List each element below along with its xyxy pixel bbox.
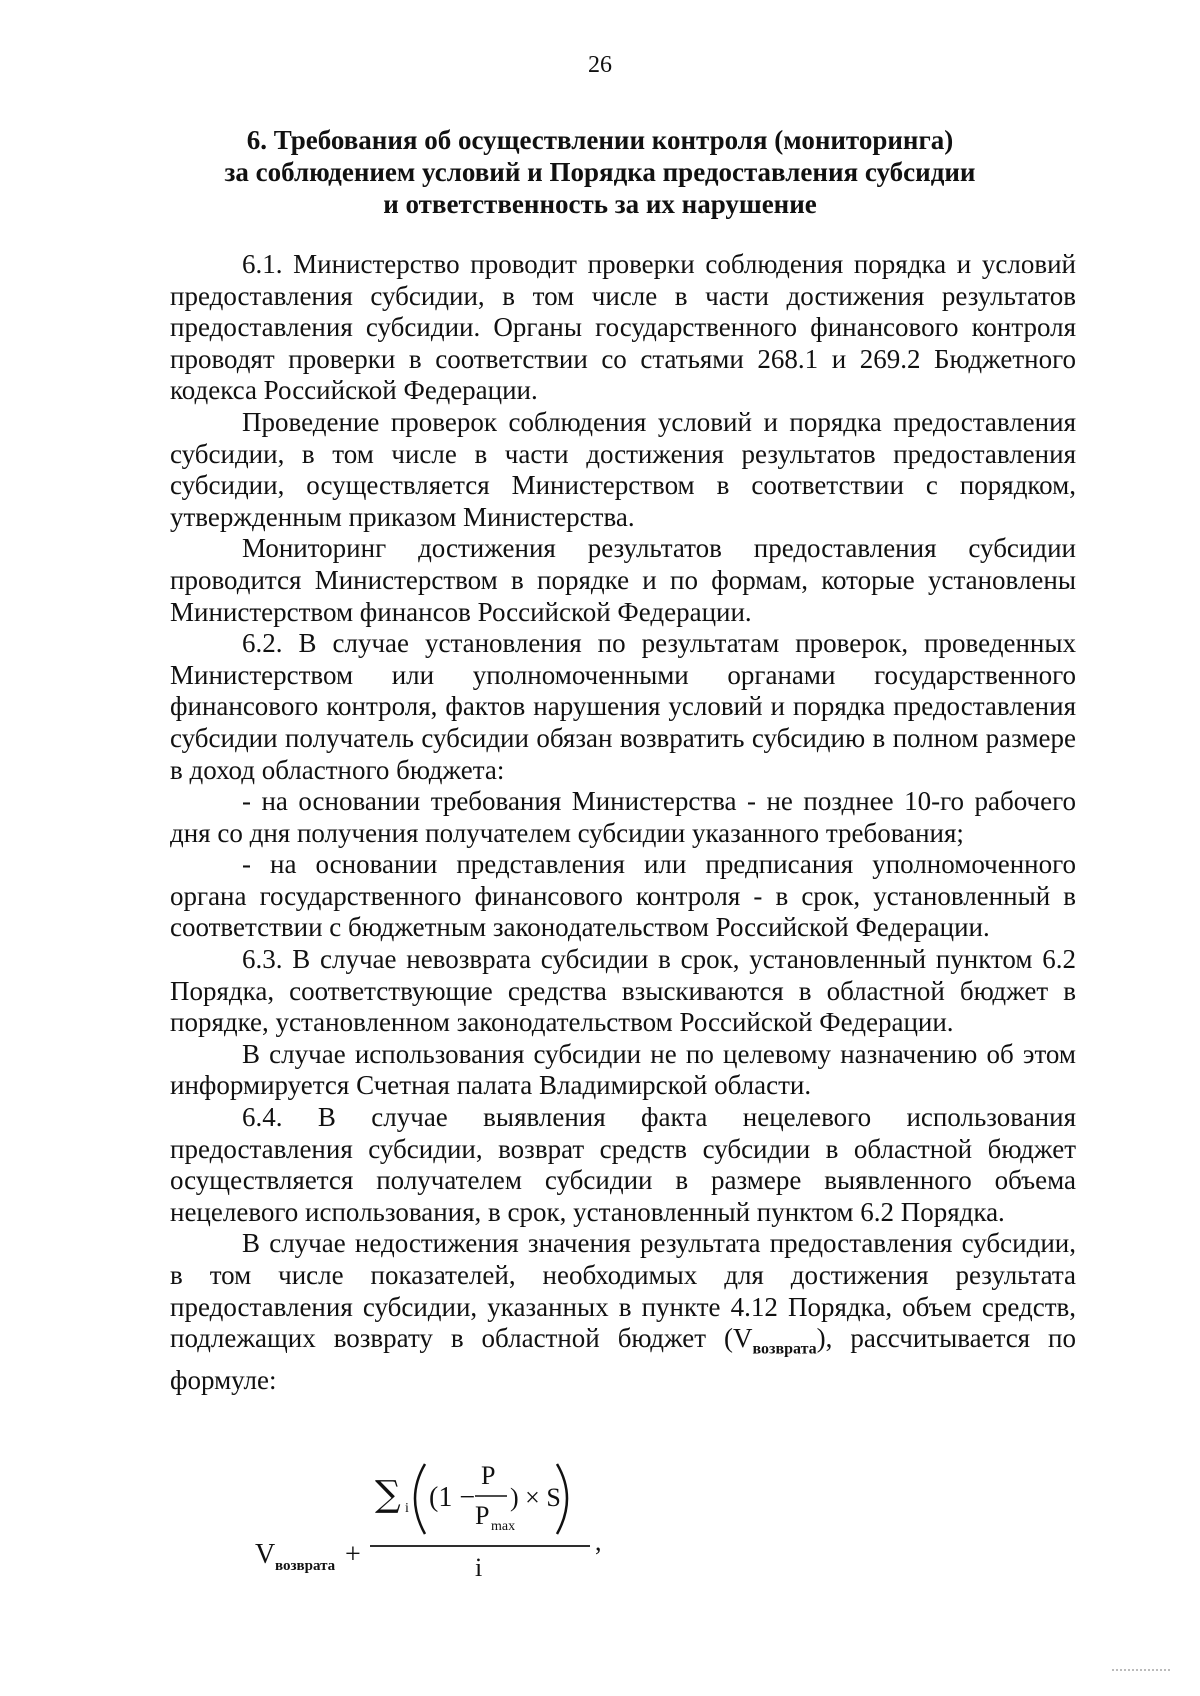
list-item-control-body: - на основании представления или предписания уполномоченного органа государственного финансового контроля - в срок, установленный в соответствии с бюджетным законодательством Российской Федерации. <box>170 849 1076 943</box>
formula-one-minus: (1 − <box>429 1482 476 1513</box>
paragraph-misuse: В случае использования субсидии не по целевому назначению об этом информируется Счетная палата Владимирской области. <box>170 1038 1076 1101</box>
page-number: 26 <box>588 52 612 78</box>
formula-big-left-paren <box>415 1464 425 1534</box>
formula-trailing-comma: , <box>595 1527 602 1556</box>
list-item-ministry-requirement: - на основании требования Министерства - не позднее 10-го рабочего дня со дня получения получателем субсидии указанного требования; <box>170 786 1076 848</box>
section-title-line-3: и ответственность за их нарушение <box>383 189 817 219</box>
paragraph-6-1: 6.1. Министерство проводит проверки соблюдения порядка и условий предоставления субсидии, в том числе в части достижения результатов предоставления субсидии. Органы государственного финансового контроля проводят проверки в соответствии со статьями 268.1 и 269.2 Бюджетного кодекса Российской Федерации. <box>170 249 1076 406</box>
formula-pmax-subscript: max <box>491 1519 516 1534</box>
paragraph-monitoring: Мониторинг достижения результатов предоставления субсидии проводится Министерством в порядке и по формам, которые установлены Министерством финансов Российской Федерации. <box>170 533 1076 627</box>
formula-plus-operator: + <box>345 1539 361 1570</box>
formula-denominator-i: i <box>475 1553 483 1580</box>
formula-intro-tail: ), рассчитывается по формуле: <box>170 1323 1076 1396</box>
paragraph-6-2: 6.2. В случае установления по результатам проверок, проведенных Министерством или уполномоченными органами государственного финансового контроля, фактов нарушения условий и порядка предоставления субсидии получатель субсидии обязан возвратить субсидию в полном размере в доход областного бюджета: <box>170 628 1076 785</box>
formula-intro-text: В случае недостижения значения результата предоставления субсидии, в том числе показателей, необходимых для достижения результата предоставления субсидии, указанных в пункте 4.12 Порядка, объем средств, подлежащих возврату в областной бюджет (V <box>170 1228 1076 1354</box>
paragraph-6-3: 6.3. В случае невозврата субсидии в срок, установленный пунктом 6.2 Порядка, соответствующие средства взыскиваются в областной бюджет в порядке, установленном законодательством Российской Федерации. <box>170 944 1076 1038</box>
scan-artifact-mark <box>1112 1669 1170 1674</box>
paragraph-6-4: 6.4. В случае выявления факта нецелевого использования предоставления субсидии, возврат средств субсидии в областной бюджет осуществляется получателем субсидии в размере выявленного объема нецелевого использования, в срок, установленный пунктом 6.2 Порядка. <box>170 1102 1076 1227</box>
formula-sum-index: i <box>405 1501 409 1516</box>
formula-v-subscript: возврата <box>275 1558 336 1574</box>
v-return-subscript: возврата <box>752 1340 817 1358</box>
formula-fraction-numerator: P <box>481 1461 496 1490</box>
paragraph-inspections: Проведение проверок соблюдения условий и порядка предоставления субсидии, в том числе в части достижения результатов предоставления субсидии, осуществляется Министерством в соответствии с порядком, утвержденным приказом Министерства. <box>170 406 1076 532</box>
formula-sum-symbol: ∑ <box>375 1474 401 1515</box>
section-title <box>120 124 1080 220</box>
return-volume-formula <box>255 1450 675 1580</box>
section-title-line-1: 6. Требования об осуществлении контроля (мониторинга) <box>246 125 954 155</box>
formula-times-s: ) × S <box>510 1483 561 1512</box>
section-title-line-2: за соблюдением условий и Порядка предоставления субсидии <box>224 157 976 187</box>
formula-v-symbol: V <box>255 1539 276 1570</box>
document-body <box>170 249 1076 1397</box>
formula-fraction-denominator: P <box>475 1501 490 1530</box>
paragraph-formula-intro <box>170 1228 1076 1396</box>
